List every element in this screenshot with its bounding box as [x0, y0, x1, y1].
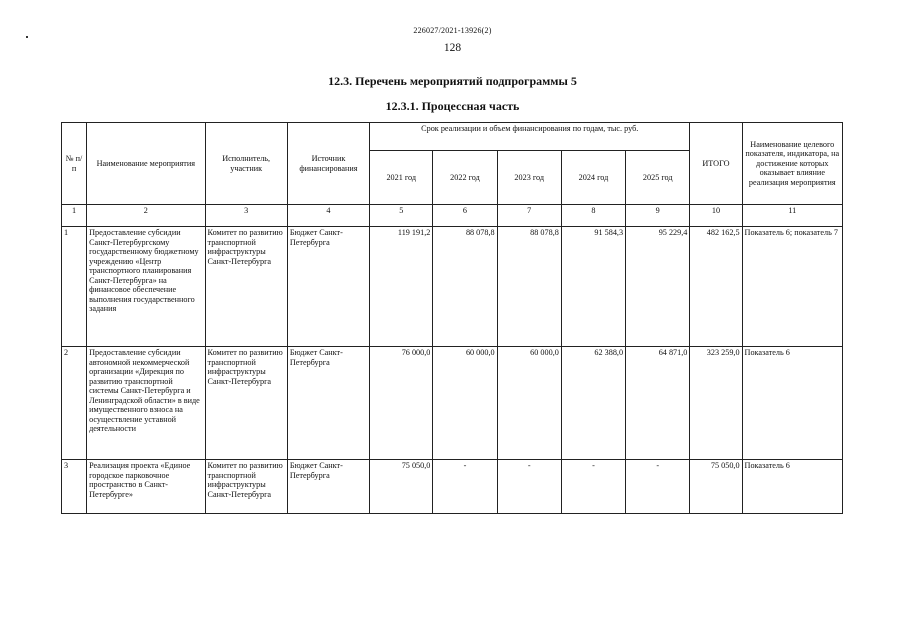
row-indicator: Показатель 6: [742, 347, 842, 460]
header-num: № п/п: [62, 123, 87, 205]
row-indicator: Показатель 6; показатель 7: [742, 227, 842, 347]
row-value-2023: 60 000,0: [497, 347, 561, 460]
row-value-2024: 91 584,3: [561, 227, 625, 347]
column-number: 2: [87, 205, 205, 227]
row-value-2021: 119 191,2: [370, 227, 433, 347]
document-id: 226027/2021-13926(2): [413, 26, 492, 35]
header-executor: Исполнитель, участник: [205, 123, 287, 205]
row-source: Бюджет Санкт-Петербурга: [287, 227, 369, 347]
row-num: 1: [62, 227, 87, 347]
header-year-2022: 2022 год: [433, 151, 497, 205]
column-number: 3: [205, 205, 287, 227]
header-total: ИТОГО: [690, 123, 742, 205]
row-indicator: Показатель 6: [742, 460, 842, 514]
row-value-2022: 88 078,8: [433, 227, 497, 347]
row-value-2021: 76 000,0: [370, 347, 433, 460]
column-number: 5: [370, 205, 433, 227]
header-period-group: Срок реализации и объем финансирования по годам, тыс. руб.: [370, 123, 690, 151]
column-number: 9: [626, 205, 690, 227]
section-title: 12.3. Перечень мероприятий подпрограммы 5: [328, 74, 577, 88]
row-value-2024: 62 388,0: [561, 347, 625, 460]
row-value-2022: 60 000,0: [433, 347, 497, 460]
header-year-2025: 2025 год: [626, 151, 690, 205]
row-measure-name: Реализация проекта «Единое городское парковочное пространство в Санкт-Петербурге»: [87, 460, 205, 514]
row-value-2021: 75 050,0: [370, 460, 433, 514]
row-value-2025: 64 871,0: [626, 347, 690, 460]
row-value-2023: 88 078,8: [497, 227, 561, 347]
row-source: Бюджет Санкт-Петербурга: [287, 347, 369, 460]
measures-table: [61, 122, 843, 514]
row-num: 3: [62, 460, 87, 514]
row-executor: Комитет по развитию транспортной инфраструктуры Санкт-Петербурга: [205, 460, 287, 514]
header-indicator: Наименование целевого показателя, индикатора, на достижение которых оказывает влияние реализация мероприятия: [742, 123, 842, 205]
column-number: 4: [287, 205, 369, 227]
header-name: Наименование мероприятия: [87, 123, 205, 205]
row-measure-name: Предоставление субсидии автономной некоммерческой организации «Дирекция по развитию транспортной системы Санкт-Петербурга и Ленинградской области» в виде имущественного взноса на осуществление уставной деятельности: [87, 347, 205, 460]
subsection-title: 12.3.1. Процессная часть: [385, 99, 520, 113]
column-number: 1: [62, 205, 87, 227]
header-source: Источник финансирования: [287, 123, 369, 205]
column-number: 11: [742, 205, 842, 227]
row-executor: Комитет по развитию транспортной инфраструктуры Санкт-Петербурга: [205, 227, 287, 347]
page-number: 128: [443, 42, 462, 54]
header-year-2023: 2023 год: [497, 151, 561, 205]
row-total: 482 162,5: [690, 227, 742, 347]
row-executor: Комитет по развитию транспортной инфраструктуры Санкт-Петербурга: [205, 347, 287, 460]
header-year-2021: 2021 год: [370, 151, 433, 205]
column-number: 8: [561, 205, 625, 227]
row-value-2025: 95 229,4: [626, 227, 690, 347]
row-source: Бюджет Санкт-Петербурга: [287, 460, 369, 514]
table-row: [62, 227, 843, 347]
row-total: 323 259,0: [690, 347, 742, 460]
row-total: 75 050,0: [690, 460, 742, 514]
row-value-2025: -: [626, 460, 690, 514]
row-num: 2: [62, 347, 87, 460]
header-year-2024: 2024 год: [561, 151, 625, 205]
table-row: [62, 347, 843, 460]
row-measure-name: Предоставление субсидии Санкт-Петербургскому государственному бюджетному учреждению «Центр транспортного планирования Санкт-Петербурга» на финансовое обеспечение выполнения государственного задания: [87, 227, 205, 347]
row-value-2023: -: [497, 460, 561, 514]
row-value-2022: -: [433, 460, 497, 514]
table-row: [62, 460, 843, 514]
column-number: 7: [497, 205, 561, 227]
column-number-row: [62, 205, 843, 227]
column-number: 10: [690, 205, 742, 227]
row-value-2024: -: [561, 460, 625, 514]
column-number: 6: [433, 205, 497, 227]
scan-speck: [26, 36, 28, 38]
